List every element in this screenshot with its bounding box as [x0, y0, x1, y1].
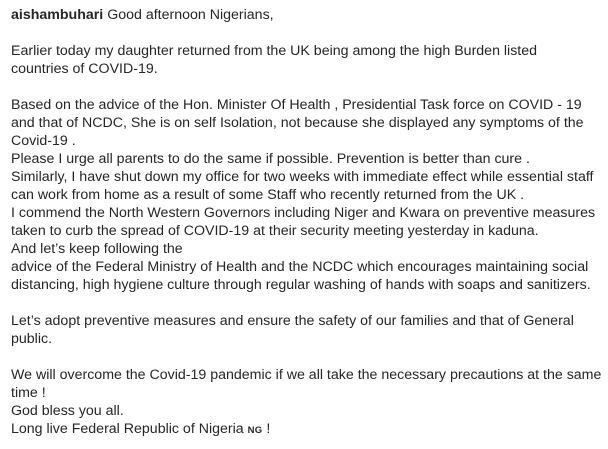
closing-punctuation: !: [262, 421, 271, 437]
paragraph-2-line-11: distancing, high hygiene culture through regular washing of hands with soaps and sanitizers.: [11, 277, 591, 293]
paragraph-3-line-1: Let’s adopt preventive measures and ensure the safety of our families and that of General: [11, 313, 574, 329]
paragraph-4-line-4: [11, 420, 603, 440]
paragraph-2-line-8: taken to curb the spread of COVID-19 at their security meeting yesterday in kaduna.: [11, 223, 539, 239]
paragraph-4-line-1: We will overcome the Covid-19 pandemic if we all take the necessary precautions at the same: [11, 367, 602, 383]
paragraph-gap: [11, 294, 603, 312]
paragraph-gap: [11, 24, 603, 42]
paragraph-1-line-2: countries of COVID-19.: [11, 61, 158, 77]
paragraph-4-line-3: God bless you all.: [11, 403, 124, 419]
paragraph-4-line-2: time !: [11, 385, 46, 401]
username-link[interactable]: aishambuhari: [11, 7, 104, 23]
paragraph-2-line-2: and that of NCDC, She is on self Isolation, not because she displayed any symptoms of the: [11, 115, 584, 131]
closing-text: Long live Federal Republic of Nigeria: [11, 421, 248, 437]
paragraph-gap: [11, 78, 603, 96]
paragraph-2-line-9: And let’s keep following the: [11, 241, 183, 257]
paragraph-2-line-6: can work from home as a result of some Staff who recently returned from the UK .: [11, 187, 525, 203]
nigeria-flag-icon: NG: [247, 425, 263, 436]
caption-first-line: [11, 6, 603, 24]
paragraph-1-line-1: Earlier today my daughter returned from the UK being among the high Burden listed: [11, 43, 538, 59]
paragraph-2-line-4: Please I urge all parents to do the same if possible. Prevention is better than cure .: [11, 151, 530, 167]
paragraph-2-line-7: I commend the North Western Governors including Niger and Kwara on preventive measures: [11, 205, 596, 221]
greeting-text: Good afternoon Nigerians,: [103, 7, 274, 23]
paragraph-2-line-3: Covid-19 .: [11, 133, 76, 149]
paragraph-2-line-1: Based on the advice of the Hon. Minister Of Health , Presidential Task force on COVID - 19: [11, 97, 582, 113]
paragraph-2-line-10: advice of the Federal Ministry of Health and the NCDC which encourages maintaining social: [11, 259, 589, 275]
paragraph-gap: [11, 348, 603, 366]
post-caption: [11, 6, 603, 440]
paragraph-3-line-2: public.: [11, 331, 53, 347]
paragraph-2-line-5: Similarly, I have shut down my office for two weeks with immediate effect while essential staff: [11, 169, 594, 185]
